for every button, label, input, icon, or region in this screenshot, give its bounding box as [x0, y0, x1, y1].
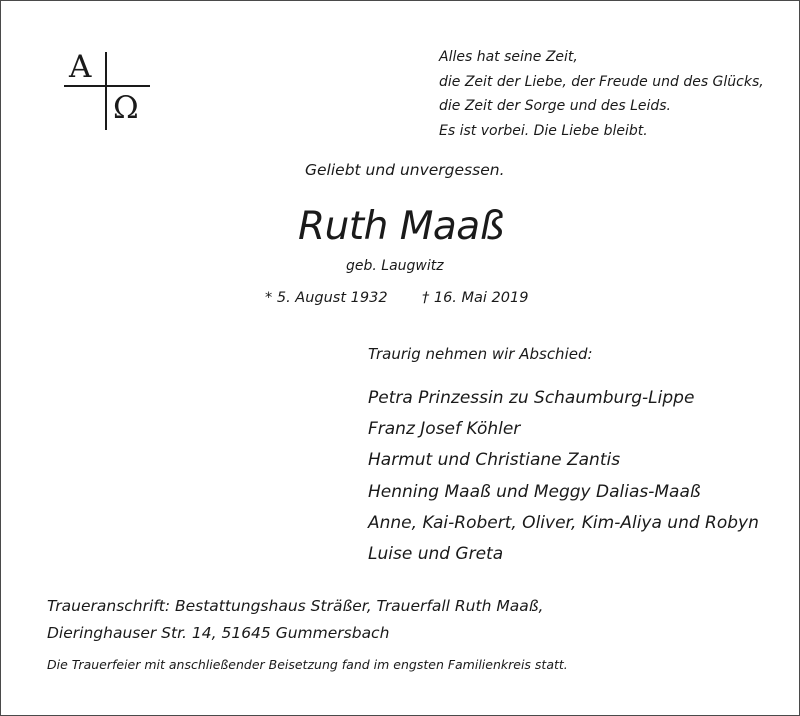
address-line: Traueranschrift: Bestattungshaus Sträßer, Trauerfall Ruth Maaß, [47, 597, 544, 615]
poem-line: Alles hat seine Zeit, [439, 49, 578, 65]
poem-line: Es ist vorbei. Die Liebe bleibt. [439, 122, 648, 139]
omega-glyph: Ω [113, 90, 139, 126]
cross-horizontal-line [64, 85, 150, 87]
mourners-list [368, 383, 759, 570]
cross-vertical-line [105, 52, 107, 130]
alpha-glyph: A [69, 49, 92, 85]
mourner-item: Petra Prinzessin zu Schaumburg-Lippe [368, 388, 695, 408]
farewell-heading: Traurig nehmen wir Abschied: [368, 345, 593, 363]
funeral-note: Die Trauerfeier mit anschließender Beisetzung fand im engsten Familienkreis statt. [47, 657, 568, 672]
alpha-omega-cross-icon [64, 48, 154, 133]
maiden-name: geb. Laugwitz [346, 258, 444, 274]
mourner-item: Franz Josef Köhler [368, 419, 521, 440]
motto: Geliebt und unvergessen. [305, 161, 505, 179]
death-date: † 16. Mai 2019 [422, 290, 529, 306]
poem-line: die Zeit der Sorge und des Leids. [439, 98, 671, 115]
mourner-item: Luise und Greta [368, 543, 504, 564]
birth-date: * 5. August 1932 [265, 290, 388, 306]
deceased-name: Ruth Maaß [298, 204, 504, 249]
mourner-item: Harmut und Christiane Zantis [368, 450, 621, 471]
mourning-address [47, 593, 543, 647]
poem [439, 45, 764, 143]
poem-line: die Zeit der Liebe, der Freude und des Glücks, [439, 73, 764, 90]
mourner-item: Anne, Kai-Robert, Oliver, Kim-Aliya und Robyn [368, 512, 759, 533]
mourner-item: Henning Maaß und Meggy Dalias-Maaß [368, 481, 701, 502]
address-line: Dieringhauser Str. 14, 51645 Gummersbach [47, 624, 390, 642]
